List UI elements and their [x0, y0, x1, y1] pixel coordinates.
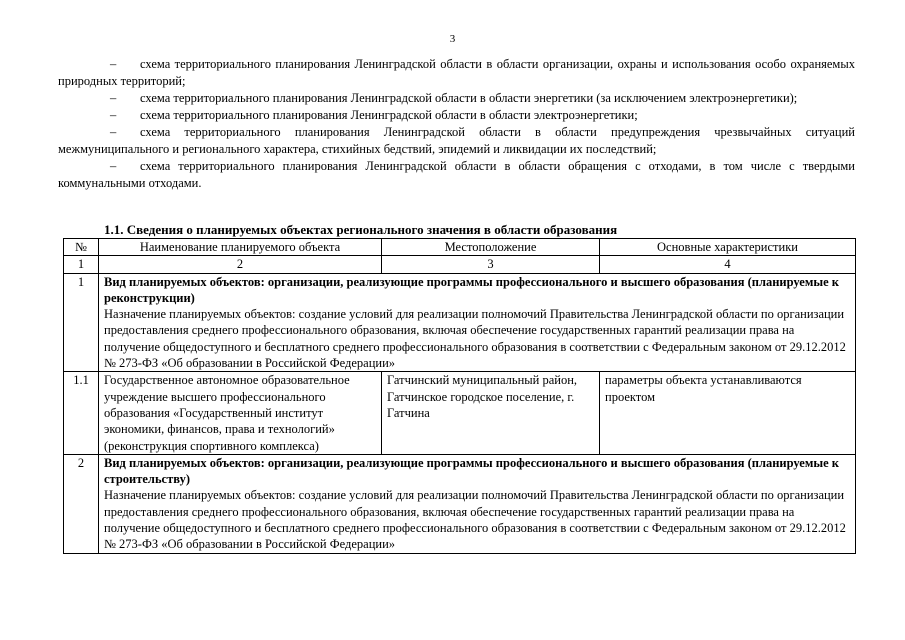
intro-item-text: схема территориального планирования Ленинградской области в области организации, охраны и использования особо охраняемых природных территорий;: [58, 57, 855, 88]
intro-item-text: схема территориального планирования Ленинградской области в области обращения с отходами, в том числе с твердыми коммунальными отходами.: [58, 159, 855, 190]
objects-table: [63, 238, 856, 554]
list-dash: –: [110, 125, 117, 139]
intro-item: [58, 90, 855, 107]
object-characteristics: параметры объекта устанавливаются проектом: [600, 372, 856, 454]
intro-item-text: схема территориального планирования Ленинградской области в области электроэнергетики;: [140, 108, 638, 122]
intro-item-text: схема территориального планирования Ленинградской области в области предупреждения чрезвычайных ситуаций межмуниципального и регионального характера, стихийных бедствий, эпидемий и ликвидации их последствий;: [58, 125, 855, 156]
intro-item: [58, 56, 855, 90]
list-dash: –: [110, 159, 117, 173]
intro-item: [58, 107, 855, 124]
numbering-cell: 3: [382, 256, 600, 273]
row-number: 1.1: [64, 372, 99, 454]
table-numbering-row: [64, 256, 856, 273]
group-cell: [99, 454, 856, 553]
group-purpose: Назначение планируемых объектов: создание условий для реализации полномочий Правительства Ленинградской области по организации предоставления среднего профессионального образования, включая обеспечение государственных гарантий реализации права на получение общедоступного и бесплатного среднего профессионального образования в соответствии с Федеральным законом от 29.12.2012 № 273-ФЗ «Об образовании в Российской Федерации»: [104, 307, 846, 371]
intro-item: [58, 158, 855, 192]
group-heading: Вид планируемых объектов: организации, реализующие программы профессионального и высшего образования (планируемые к строительству): [104, 455, 839, 487]
list-dash: –: [110, 57, 117, 71]
group-number: 1: [64, 273, 99, 372]
intro-item: [58, 124, 855, 158]
intro-item-text: схема территориального планирования Ленинградской области в области энергетики (за исключением электроэнергетики);: [140, 91, 798, 105]
header-number: №: [64, 239, 99, 256]
table-group-row: [64, 273, 856, 372]
numbering-cell: 4: [600, 256, 856, 273]
section-title: 1.1. Сведения о планируемых объектах регионального значения в области образования: [104, 222, 618, 237]
numbering-cell: 2: [99, 256, 382, 273]
page-number: 3: [449, 33, 456, 45]
object-location: Гатчинский муниципальный район, Гатчинское городское поселение, г. Гатчина: [382, 372, 600, 454]
table-row: [64, 372, 856, 454]
list-dash: –: [110, 91, 117, 105]
group-cell: [99, 273, 856, 372]
header-characteristics: Основные характеристики: [600, 239, 856, 256]
numbering-cell: 1: [64, 256, 99, 273]
list-dash: –: [110, 108, 117, 122]
header-location: Местоположение: [382, 239, 600, 256]
group-number: 2: [64, 454, 99, 553]
object-name: Государственное автономное образовательное учреждение высшего профессионального образования «Государственный институт экономики, финансов, права и технологий» (реконструкция спортивного комплекса): [99, 372, 382, 454]
group-heading: Вид планируемых объектов: организации, реализующие программы профессионального и высшего образования (планируемые к реконструкции): [104, 274, 839, 305]
header-name: Наименование планируемого объекта: [99, 239, 382, 256]
intro-list: [58, 56, 855, 192]
table-group-row: [64, 454, 856, 553]
table-header-row: [64, 239, 856, 256]
group-purpose: Назначение планируемых объектов: создание условий для реализации полномочий Правительства Ленинградской области по организации предоставления среднего профессионального образования, включая обеспечение государственных гарантий реализации права на получение общедоступного и бесплатного среднего профессионального образования в соответствии с Федеральным законом от 29.12.2012 № 273-ФЗ «Об образовании в Российской Федерации»: [104, 488, 846, 552]
